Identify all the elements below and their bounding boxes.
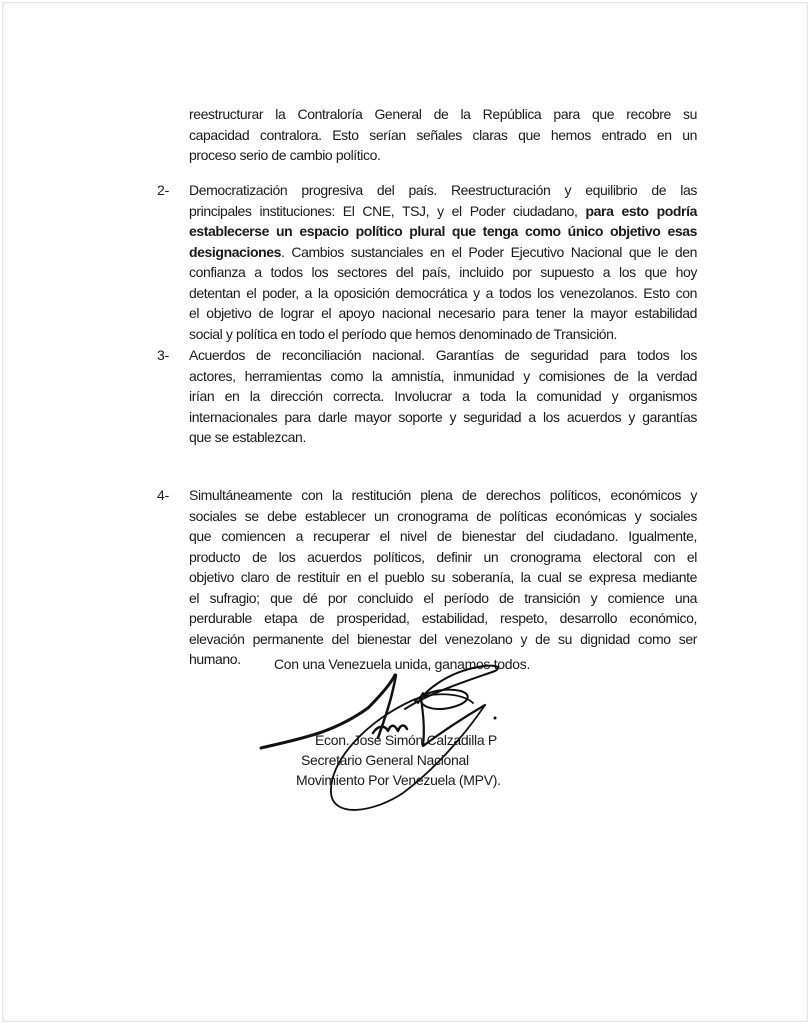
text-line: reestructurar la Contraloría General de la República para que recobre su	[189, 106, 697, 122]
text-line: capacidad contralora. Esto serían señales claras que hemos entrado en un	[189, 126, 697, 143]
text-line: el objetivo de lograr el apoyo nacional necesario para tener la mayor estabilidad	[189, 305, 697, 321]
text-line: que comiencen a recuperar el nivel de bienestar del ciudadano. Igualmente,	[189, 528, 697, 544]
list-number: 4-	[157, 487, 170, 503]
text-line: el sufragio; que dé por concluido el período de transición y comience una	[189, 589, 697, 606]
text-segment: principales instituciones: El CNE, TSJ, y el Poder ciudadano,	[189, 202, 586, 219]
document-page	[2, 2, 808, 1022]
list-number: 2-	[157, 182, 170, 198]
text-line: proceso serio de cambio político.	[189, 147, 381, 163]
text-line: internacionales para darle mayor soporte y seguridad a los acuerdos y garantías	[189, 408, 697, 425]
text-line: Acuerdos de reconciliación nacional. Garantías de seguridad para todos los	[189, 347, 697, 363]
text-line: Simultáneamente con la restitución plena de derechos políticos, económicos y	[189, 487, 697, 503]
text-segment: . Cambios sustanciales en el Poder Ejecutivo Nacional que le den	[281, 243, 697, 260]
text-line: elevación permanente del bienestar del venezolano y de su dignidad como ser	[189, 630, 697, 647]
signatory-organization: Movimiento Por Venezuela (MPV).	[296, 772, 501, 788]
text-line: objetivo claro de restituir en el pueblo su soberanía, la cual se expresa mediante	[189, 569, 697, 585]
bold-text: designaciones	[189, 243, 282, 260]
list-number: 3-	[157, 347, 170, 363]
text-line: confianza a todos los sectores del país, incluido por supuesto a los que hoy	[189, 264, 697, 280]
text-line: sociales se debe establecer un cronograma de políticas económicas y sociales	[189, 507, 697, 524]
text-line: detentan el poder, a la oposición democrática y a todos los venezolanos. Esto con	[189, 284, 697, 301]
text-line: que se establezcan.	[189, 429, 306, 445]
bold-text: establecerse un espacio político plural que tenga como único objetivo esas	[189, 223, 697, 239]
text-line: Democratización progresiva del país. Reestructuración y equilibrio de las	[189, 182, 697, 198]
text-line: irían en la dirección correcta. Involucrar a toda la comunidad y organismos	[189, 388, 697, 404]
bold-text: para esto podría	[585, 202, 697, 219]
text-line: social y política en todo el período que hemos denominado de Transición.	[189, 325, 618, 342]
signatory-name: Econ. José Simón Calzadilla P	[315, 732, 497, 748]
handwritten-signature	[3, 3, 807, 1021]
signatory-title: Secretario General Nacional	[301, 752, 469, 768]
text-line: humano.	[189, 651, 241, 667]
text-line: producto de los acuerdos políticos, definir un cronograma electoral con el	[189, 548, 697, 565]
text-line: actores, herramientas como la amnistía, inmunidad y comisiones de la verdad	[189, 367, 697, 384]
closing-line: Con una Venezuela unida, ganamos todos.	[274, 656, 531, 672]
text-line: perdurable etapa de prosperidad, estabilidad, respeto, desarrollo económico,	[189, 610, 697, 626]
